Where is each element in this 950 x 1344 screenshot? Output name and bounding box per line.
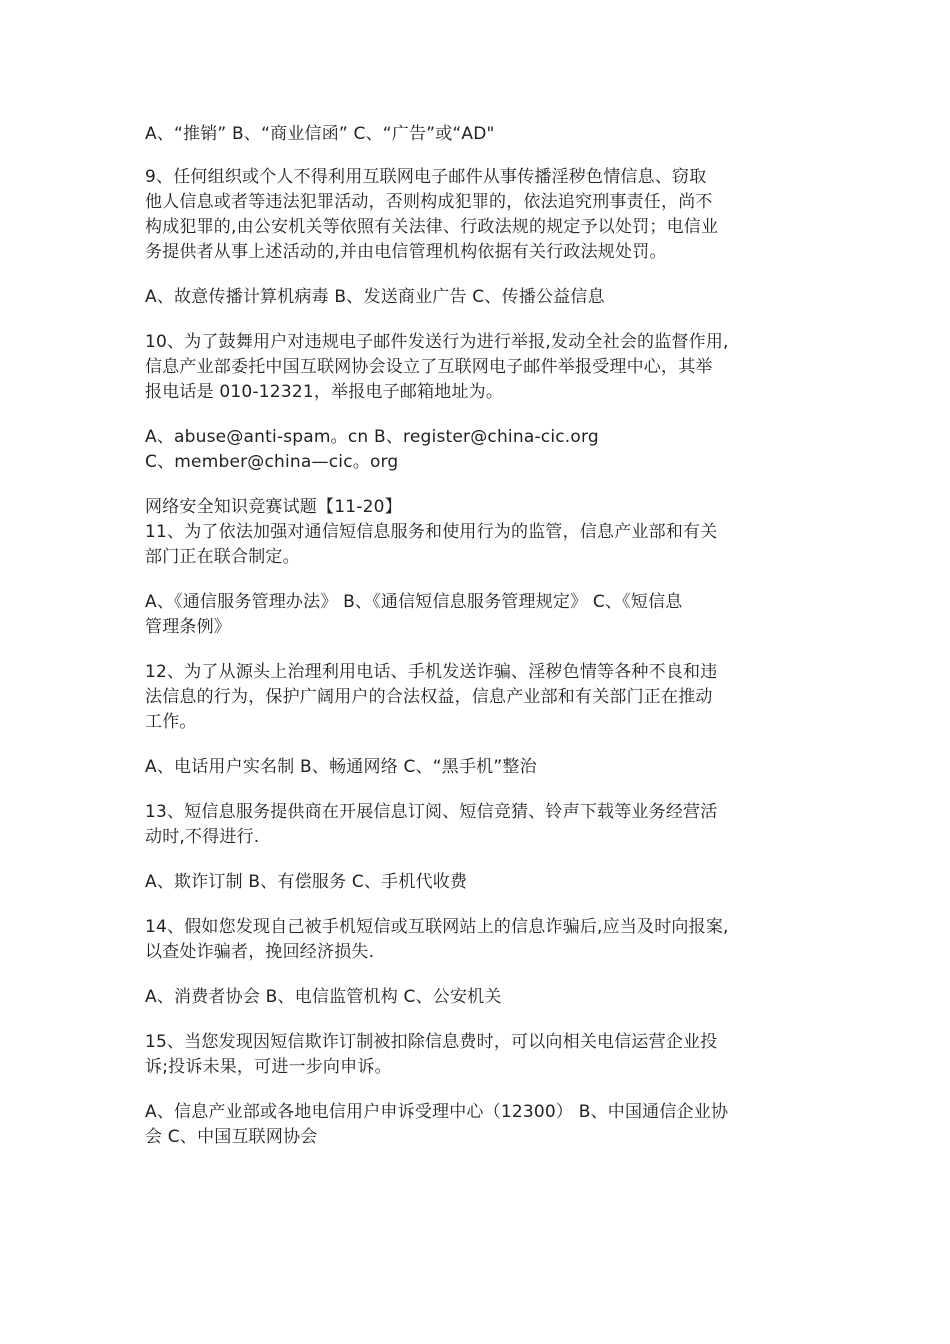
options-11: A、《通信服务管理办法》 B、《通信短信息服务管理规定》 C、《短信息 管理条例》 bbox=[145, 592, 683, 637]
options-10: A、abuse@anti-spam。cn B、register@china-cic.org C、member@china—cic。org bbox=[145, 427, 599, 472]
options-13: A、欺诈订制 B、有偿服务 C、手机代收费 bbox=[145, 872, 468, 892]
question-13: 13、短信息服务提供商在开展信息订阅、短信竞猜、铃声下载等业务经营活 动时,不得进行. bbox=[145, 802, 718, 847]
question-12: 12、为了从源头上治理利用电话、手机发送诈骗、淫秽色情等各种不良和违 法信息的行为，保护广阔用户的合法权益，信息产业部和有关部门正在推动 工作。 bbox=[145, 662, 718, 732]
question-11: 网络安全知识竞赛试题【11-20】 11、为了依法加强对通信短信息服务和使用行为的监管，信息产业部和有关 部门正在联合制定。 bbox=[145, 495, 825, 570]
document-page bbox=[145, 122, 825, 1150]
options-14: A、消费者协会 B、电信监管机构 C、公安机关 bbox=[145, 987, 502, 1007]
options-12: A、电话用户实名制 B、畅通网络 C、“黑手机”整治 bbox=[145, 757, 537, 777]
question-15: 15、当您发现因短信欺诈订制被扣除信息费时，可以向相关电信运营企业投 诉;投诉未果，可进一步向申诉。 bbox=[145, 1032, 718, 1077]
options-9: A、故意传播计算机病毒 B、发送商业广告 C、传播公益信息 bbox=[145, 287, 605, 307]
section-heading: 网络安全知识竞赛试题【11-20】 bbox=[145, 497, 402, 517]
options-15: A、信息产业部或各地电信用户申诉受理中心（12300） B、中国通信企业协 会 C、中国互联网协会 bbox=[145, 1102, 729, 1147]
options-8: A、“推销” B、“商业信函” C、“广告”或“AD" bbox=[145, 124, 495, 144]
question-10: 10、为了鼓舞用户对违规电子邮件发送行为进行举报,发动全社会的监督作用, 信息产业部委托中国互联网协会设立了互联网电子邮件举报受理中心，其举 报电话是 010-12321，举报电子邮箱地址为。 bbox=[145, 332, 729, 402]
question-14: 14、假如您发现自己被手机短信或互联网站上的信息诈骗后,应当及时向报案, 以查处诈骗者，挽回经济损失. bbox=[145, 917, 729, 962]
question-9: 9、任何组织或个人不得利用互联网电子邮件从事传播淫秽色情信息、窃取 他人信息或者等违法犯罪活动，否则构成犯罪的，依法追究刑事责任，尚不 构成犯罪的,由公安机关等依照有关法律、行政法规的规定予以处罚；电信业 务提供者从事上述活动的,并由电信管理机构依据有关行政法规处罚。 bbox=[145, 167, 719, 262]
